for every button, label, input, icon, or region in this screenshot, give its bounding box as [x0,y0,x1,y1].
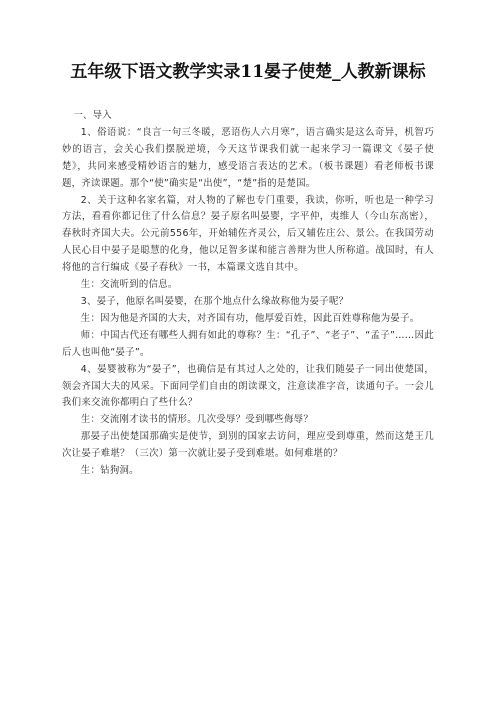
paragraph: 生：因为他是齐国的大夫，对齐国有功，他厚爱百姓，因此百姓尊称他为晏子。 [80,312,420,324]
paragraph: 3、晏子，他原名叫晏婴，在那个地点什么缘故称他为晏子呢？ [80,295,349,307]
paragraph: 生：钻狗洞。 [80,465,139,477]
paragraph: 师：中国古代还有哪些人拥有如此的尊称？生：“孔子”、“老子”、“孟子”……因此后人也叫他“晏子”。 [62,329,434,358]
paragraph: 1、俗语说：“良言一句三冬暖，恶语伤人六月寒”，语言确实是这么奇异，机智巧妙的语言，会关心我们摆脱逆境，今天这节课我们就一起来学习一篇课文《晏子使楚》，共同来感受精妙语言的魅力，感受语言表达的艺术。（板书课题）看老师板书课题，齐读课题。那个“使”确实是“出使”，“楚”指的是楚国。 [62,126,434,189]
paragraph: 生：交流听到的信息。 [80,279,178,291]
document-title: 五年级下语文教学实录11晏子使楚_人教新课标 [70,62,426,82]
document-body [62,108,434,480]
paragraph: 4、晏婴被称为“晏子”，也确信是有其过人之处的，让我们随晏子一同出使楚国，领会齐国大夫的风采。下面同学们自由的朗读课文，注意读准字音，读通句子。一会儿我们来交流你都明白了些什么？ [62,363,434,409]
section-heading: 一、导入 [73,110,112,121]
paragraph: 2、关于这种名家名篇，对人物的了解也专门重要，我读，你听，听也是一种学习方法，看看你都记住了什么信息？晏子原名叫晏婴，字平仲，夷维人（今山东高密），春秋时齐国大夫。公元前556年，开始辅佐齐灵公，后又辅佐庄公、景公。在我国劳动人民心目中晏子是聪慧的化身，他以足智多谋和能言善辩为世人所称道。战国时，有人将他的言行编成《晏子春秋》一书，本篇课文选自其中。 [62,194,434,274]
paragraph: 那晏子出使楚国那确实是使节，到别的国家去访问，理应受到尊重，然而这楚王几次让晏子难堪？（三次）第一次就让晏子受到难堪。如何难堪的？ [62,431,434,460]
paragraph: 生：交流刚才读书的情形。几次受辱？受到哪些侮辱？ [80,414,313,426]
